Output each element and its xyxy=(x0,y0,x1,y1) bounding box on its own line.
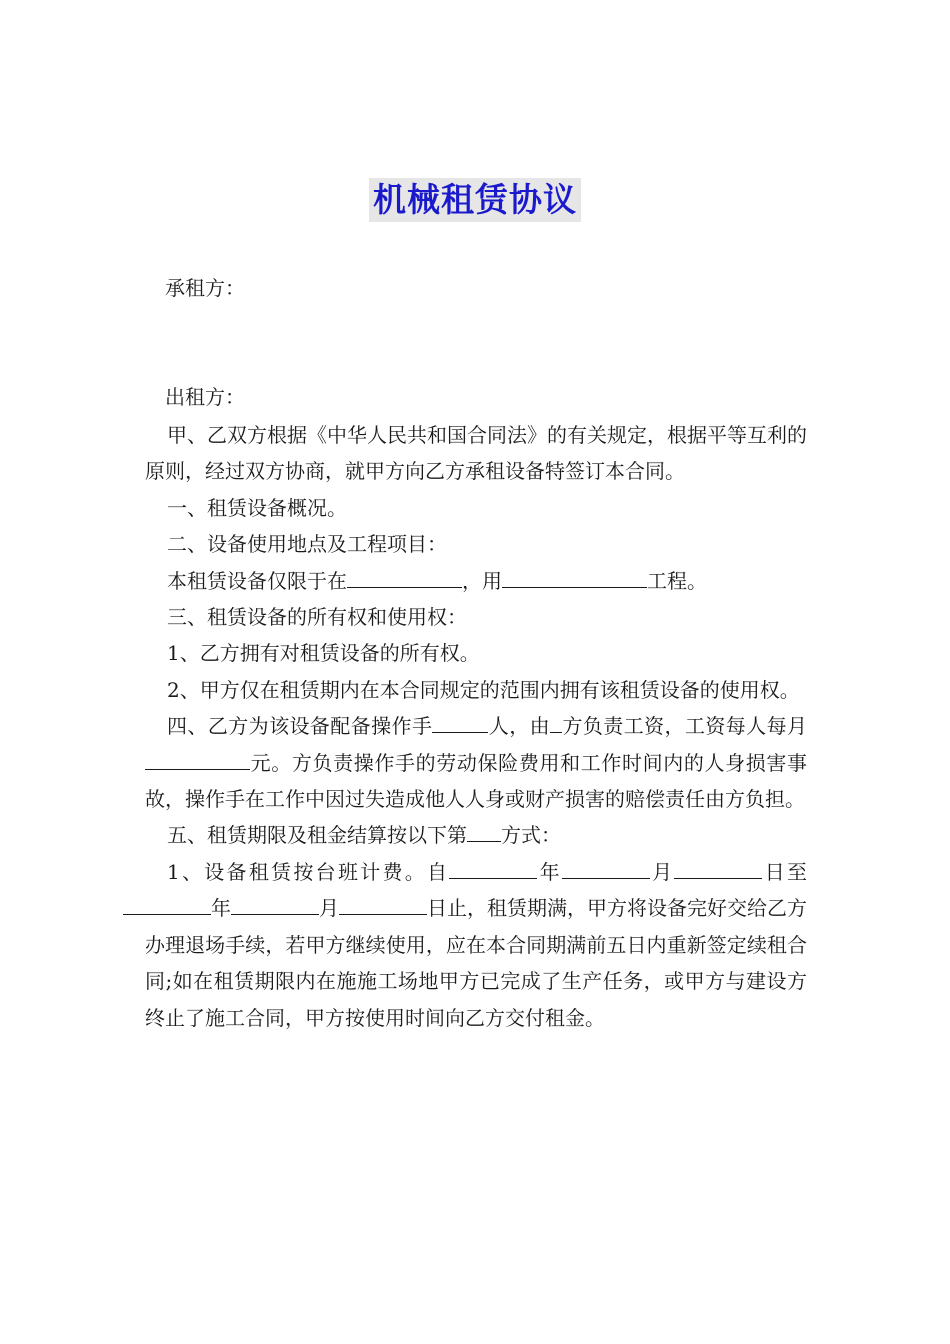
section-4-text-d: 元。方负责操作手的劳动保险费用和工作时间内的人身损害事故，操作手在工作中因过失造成他人人身或财产损害的赔偿责任由方负担。 xyxy=(145,750,807,812)
section-3-item-1 xyxy=(145,635,807,671)
section-4-text-b: 人，由 xyxy=(488,714,551,739)
section-3-item-2-text: 2、甲方仅在租赁期内在本合同规定的范围内拥有该租赁设备的使用权。 xyxy=(167,677,800,702)
end-year-blank[interactable] xyxy=(123,892,211,915)
end-year-label: 年 xyxy=(211,896,231,921)
section-2-text: 二、设备使用地点及工程项目： xyxy=(167,532,447,557)
start-year-label: 年 xyxy=(537,859,562,884)
section-3-heading xyxy=(145,599,807,635)
location-text-b: ，用 xyxy=(462,568,502,593)
intro-paragraph xyxy=(145,417,807,490)
end-month-blank[interactable] xyxy=(231,892,319,915)
section-4-paragraph xyxy=(145,708,807,817)
operator-count-blank[interactable] xyxy=(432,710,488,733)
section-3-item-2 xyxy=(145,672,807,708)
document-title: 机械租赁协议 xyxy=(369,178,581,222)
end-month-label: 月 xyxy=(319,896,339,921)
method-number-blank[interactable] xyxy=(467,819,501,842)
start-day-label: 日至 xyxy=(762,859,808,884)
section-5-text-b: 方式： xyxy=(501,823,561,848)
intro-text: 甲、乙双方根据《中华人民共和国合同法》的有关规定，根据平等互利的原则，经过双方协商，就甲方向乙方承租设备特签订本合同。 xyxy=(145,423,807,484)
start-month-blank[interactable] xyxy=(562,856,650,879)
tenant-label: 承租方： xyxy=(165,276,245,300)
section-1-heading xyxy=(145,490,807,526)
end-day-blank[interactable] xyxy=(339,892,427,915)
title-wrapper xyxy=(0,178,950,222)
location-blank[interactable] xyxy=(347,565,462,588)
location-text-c: 工程。 xyxy=(647,568,707,593)
section-4-text-c: 方负责工资，工资每人每月 xyxy=(562,714,808,739)
wage-party-blank[interactable] xyxy=(550,710,562,733)
section-5-item-1-rest: 日止，租赁期满，甲方将设备完好交给乙方办理退场手续，若甲方继续使用，应在本合同期满前五日内重新签定续租合同;如在租赁期限内在施施工场地甲方已完成了生产任务，或甲方与建设方终止了施工合同，甲方按使用时间向乙方交付租金。 xyxy=(145,896,807,1030)
section-4-text-a: 四、乙方为该设备配备操作手 xyxy=(167,714,433,739)
section-5-text-a: 五、租赁期限及租金结算按以下第 xyxy=(167,823,467,848)
section-1-text: 一、租赁设备概况。 xyxy=(167,495,347,520)
section-3-item-1-text: 1、乙方拥有对租赁设备的所有权。 xyxy=(167,641,480,666)
location-text-a: 本租赁设备仅限于在 xyxy=(167,568,347,593)
section-5-heading xyxy=(145,817,807,853)
section-3-text: 三、租赁设备的所有权和使用权： xyxy=(167,605,467,630)
start-day-blank[interactable] xyxy=(674,856,762,879)
section-5-item-1-text-a: 1、设备租赁按台班计费。自 xyxy=(167,859,450,884)
project-blank[interactable] xyxy=(502,565,647,588)
contract-body xyxy=(145,417,807,1036)
lessor-label: 出租方： xyxy=(165,385,245,409)
section-2-location-line xyxy=(145,563,807,599)
monthly-wage-blank[interactable] xyxy=(145,747,250,770)
section-5-item-1 xyxy=(145,854,807,1036)
start-month-label: 月 xyxy=(649,859,675,884)
section-2-heading xyxy=(145,526,807,562)
start-year-blank[interactable] xyxy=(449,856,537,879)
